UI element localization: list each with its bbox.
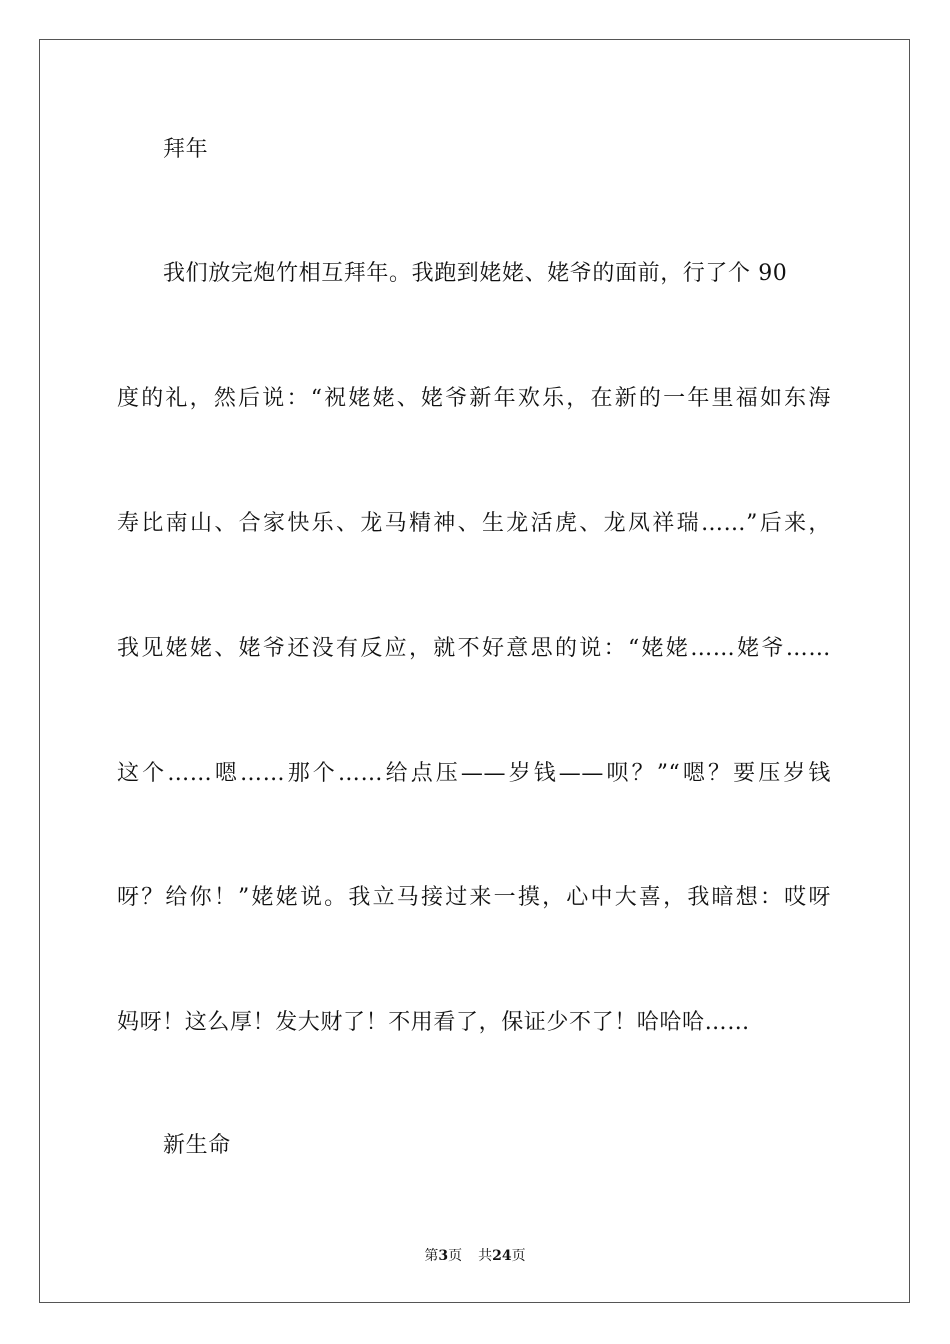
current-page-number: 3	[438, 1248, 449, 1264]
total-suffix: 页	[511, 1248, 526, 1264]
paragraph-line: 我们放完炮竹相互拜年。我跑到姥姥、姥爷的面前，行了个 90	[163, 261, 788, 286]
page-footer	[0, 1246, 950, 1266]
page-border	[39, 39, 910, 1303]
page-prefix: 第	[424, 1248, 439, 1264]
paragraph-line: 呀？给你！”姥姥说。我立马接过来一摸，心中大喜，我暗想：哎呀	[117, 885, 831, 910]
paragraph-line: 这个……嗯……那个……给点压——岁钱——呗？”“嗯？要压岁钱	[117, 761, 831, 786]
paragraph-line: 我见姥姥、姥爷还没有反应，就不好意思的说：“姥姥……姥爷……	[117, 636, 831, 661]
paragraph-line: 度的礼，然后说：“祝姥姥、姥爷新年欢乐，在新的一年里福如东海	[117, 386, 831, 411]
page-suffix: 页	[448, 1248, 463, 1264]
paragraph-line: 妈呀！这么厚！发大财了！不用看了，保证少不了！哈哈哈……	[117, 1010, 750, 1035]
total-page-number: 24	[492, 1248, 512, 1264]
section-heading: 拜年	[163, 137, 209, 162]
paragraph-line: 寿比南山、合家快乐、龙马精神、生龙活虎、龙凤祥瑞……”后来，	[117, 511, 831, 536]
section-heading: 新生命	[163, 1133, 231, 1158]
total-prefix: 共	[478, 1248, 493, 1264]
